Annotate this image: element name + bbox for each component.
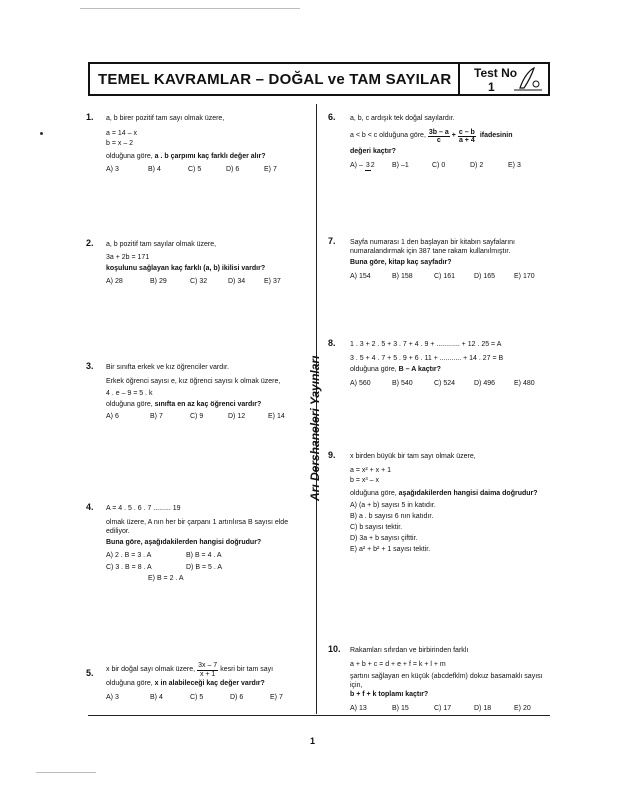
answer-option[interactable]: A) 3 [106, 693, 119, 701]
scan-mark [80, 8, 300, 9]
question-text: Bir sınıfta erkek ve kız öğrenciler vardır. [106, 364, 229, 371]
question-text: olmak üzere, A nın her bir çarpanı 1 artırılırsa B sayısı elde ediliyor. [106, 518, 289, 535]
answer-option[interactable]: A) 3 [106, 166, 119, 173]
answer-option[interactable]: B) 4 [148, 166, 161, 173]
answer-option[interactable]: E) 7 [264, 166, 277, 173]
answer-option[interactable]: E) a² + b² + 1 sayısı tektir. [350, 546, 431, 554]
question-text: Erkek öğrenci sayısı e, kız öğrenci sayısı k olmak üzere, [106, 377, 281, 385]
question-number: 7. [328, 236, 336, 246]
question-number: 4. [86, 502, 94, 512]
question-text: a, b birer pozitif tam sayı olmak üzere, [106, 115, 225, 122]
question-1 [106, 114, 306, 176]
question-text: Sayfa numarası 1 den başlayan bir kitabın sayfalarını numaralandırmak için 387 tane rakam kullanılmıştır. [350, 239, 515, 256]
answer-option[interactable]: D) B = 5 . A [186, 563, 222, 571]
test-number: 1 [488, 80, 495, 94]
question-text: a, b, c ardışık tek doğal sayılardır. [350, 115, 455, 122]
answer-option[interactable]: C) 32 [190, 277, 208, 285]
answer-option[interactable] [350, 161, 392, 172]
answer-option[interactable]: C) 5 [188, 166, 202, 173]
plus-sign: + [451, 132, 456, 140]
publisher-logo-icon [510, 66, 546, 92]
question-text: x bir doğal sayı olmak üzere, [106, 665, 196, 673]
prompt-bold: b + f + k toplamı kaçtır? [350, 691, 429, 699]
prompt-text: olduğuna göre, [106, 152, 155, 160]
equation: A = 4 . 5 . 6 . 7 ......... 19 [106, 505, 181, 512]
answer-option[interactable]: C) 161 [434, 272, 456, 280]
prompt-bold: aşağıdakilerden hangisi daima doğrudur? [398, 489, 538, 497]
answer-option[interactable]: A) 560 [350, 379, 371, 387]
fraction [197, 662, 218, 678]
side-text: Arı Dershaneleri Yayınları [308, 355, 322, 501]
answer-option[interactable]: D) 165 [474, 272, 496, 280]
answer-option[interactable]: D) 18 [474, 704, 492, 712]
answer-option[interactable]: D) 34 [228, 277, 246, 285]
test-header [88, 62, 550, 96]
answer-option[interactable]: C) 3 . B = 8 . A [106, 563, 152, 571]
equation: 3a + 2b = 171 [106, 253, 150, 261]
question-2 [106, 240, 306, 287]
answer-option[interactable]: B) B = 4 . A [186, 552, 222, 560]
numerator: 3b – a [428, 128, 449, 136]
question-8 [350, 340, 550, 389]
answer-option[interactable]: D) 6 [226, 166, 240, 173]
prompt-bold: sınıfta en az kaç öğrenci vardır? [154, 400, 262, 408]
answer-option[interactable]: E) 7 [270, 693, 283, 701]
answer-option[interactable]: A) 13 [350, 704, 367, 712]
numerator: c – b [458, 128, 475, 136]
prompt-bold: a . b çarpımı kaç farklı değer alır? [154, 152, 266, 160]
page-title: TEMEL KAVRAMLAR – DOĞAL ve TAM SAYILAR [98, 71, 452, 88]
question-5 [106, 662, 306, 703]
question-text: kesri bir tam sayı [220, 665, 274, 673]
prompt-text: olduğuna göre, [106, 680, 155, 688]
prompt-bold: ifadesinin [479, 132, 513, 140]
equation: b = x – 2 [106, 140, 134, 147]
answer-option[interactable]: B) 15 [392, 704, 409, 712]
prompt-bold: koşulunu sağlayan kaç farklı (a, b) ikilisi vardır? [106, 265, 266, 272]
equation: 3 . 5 + 4 . 7 + 5 . 9 + 6 . 11 + ........... + 14 . 27 = B [350, 354, 504, 362]
answer-option[interactable]: E) 3 [508, 162, 521, 170]
question-number: 2. [86, 238, 94, 248]
question-text: a, b pozitif tam sayılar olmak üzere, [106, 241, 217, 248]
question-text: a < b < c olduğuna göre, [350, 132, 426, 140]
answer-option[interactable]: E) 14 [268, 413, 285, 420]
answer-option[interactable]: B) 158 [392, 272, 413, 280]
answer-option[interactable]: B) 7 [150, 413, 163, 420]
page-number: 1 [310, 736, 316, 746]
question-6 [350, 114, 550, 172]
header-divider [458, 64, 460, 94]
answer-option[interactable]: D) 3a + b sayısı çifttir. [350, 535, 418, 543]
denominator: a + 4 [458, 137, 475, 145]
scan-mark [36, 772, 96, 773]
question-text: Rakamları sıfırdan ve birbirinden farklı [350, 647, 469, 654]
fraction [365, 162, 375, 171]
question-number: 5. [86, 668, 94, 678]
answer-option[interactable]: E) B = 2 . A [148, 575, 184, 583]
answer-option[interactable]: B) 540 [392, 379, 413, 387]
answer-option[interactable]: C) 524 [434, 379, 456, 387]
answer-option[interactable]: A) 154 [350, 272, 371, 280]
denominator: c [436, 137, 441, 145]
question-4 [106, 504, 306, 585]
answer-option[interactable]: E) 37 [264, 277, 281, 285]
answer-option[interactable]: D) 6 [230, 693, 244, 701]
answer-option[interactable]: E) 20 [514, 704, 531, 712]
equation: 4 . e – 9 = 5 . k [106, 390, 153, 397]
scan-dot [40, 132, 43, 135]
equation: 1 . 3 + 2 . 5 + 3 . 7 + 4 . 9 + ............ + 12 . 25 = A [350, 341, 502, 348]
question-number: 3. [86, 361, 94, 371]
answer-option[interactable]: D) 12 [228, 413, 246, 420]
answer-option[interactable]: D) 496 [474, 379, 496, 387]
answer-option[interactable]: B) –1 [392, 162, 409, 170]
question-number: 9. [328, 450, 336, 460]
answer-option[interactable]: C) 5 [190, 693, 204, 701]
answer-option[interactable]: A) 2 . B = 3 . A [106, 552, 152, 560]
question-9 [350, 452, 550, 556]
answer-option[interactable]: B) 29 [150, 277, 167, 285]
equation: b = x³ – x [350, 477, 379, 484]
prompt-bold: x in alabileceği kaç değer vardır? [154, 680, 265, 688]
prompt-bold: Buna göre, kitap kaç sayfadır? [350, 259, 452, 267]
fraction [458, 129, 476, 145]
publisher-side-label [300, 336, 330, 506]
denominator: x + 1 [199, 670, 216, 678]
answer-option[interactable]: A) 28 [106, 277, 123, 285]
equation: a + b + c = d + e + f = k + l + m [350, 660, 446, 668]
denominator: 2 [370, 162, 375, 170]
question-number: 6. [328, 112, 336, 122]
question-number: 1. [86, 112, 94, 122]
footer-line [88, 715, 550, 716]
prompt-text: olduğuna göre, [106, 400, 155, 408]
answer-option[interactable]: D) 2 [470, 162, 484, 170]
numerator: 3 [365, 162, 370, 170]
prompt-bold: Buna göre, aşağıdakilerden hangisi doğrudur? [106, 538, 262, 546]
prompt-text: olduğuna göre, [350, 489, 399, 497]
answer-option[interactable]: C) b sayısı tektir. [350, 523, 403, 531]
answer-option[interactable]: C) 9 [190, 413, 204, 420]
numerator: 3x – 7 [198, 662, 218, 669]
prompt-text: olduğuna göre, [350, 366, 399, 373]
answer-option[interactable]: A) 6 [106, 413, 119, 420]
answer-option[interactable]: B) 4 [150, 693, 163, 701]
test-number-label: Test No [474, 66, 518, 80]
answer-option[interactable]: C) 0 [432, 162, 446, 170]
prompt-bold: B – A kaçtır? [398, 366, 441, 373]
equation: a = 14 – x [106, 129, 137, 137]
question-number: 8. [328, 338, 336, 348]
question-text: şartını sağlayan en küçük (abcdefklm) dokuz basamaklı sayısı için, [350, 673, 543, 690]
question-10 [350, 646, 548, 714]
prompt-bold: değeri kaçtır? [350, 147, 396, 155]
equation: a = x² + x + 1 [350, 466, 392, 474]
question-text: x birden büyük bir tam sayı olmak üzere, [350, 453, 476, 460]
question-number: 10. [328, 644, 341, 654]
answer-option[interactable]: B) a . b sayısı 6 nın katıdır. [350, 512, 434, 520]
question-7 [350, 238, 548, 282]
answer-option[interactable]: E) 170 [514, 272, 535, 280]
answer-option[interactable]: E) 480 [514, 379, 535, 387]
answer-option[interactable]: A) (a + b) sayısı 5 in katıdır. [350, 501, 436, 509]
question-3 [106, 363, 302, 423]
fraction [428, 129, 450, 145]
option-label: A) – [350, 162, 363, 170]
answer-option[interactable]: C) 17 [434, 704, 452, 712]
